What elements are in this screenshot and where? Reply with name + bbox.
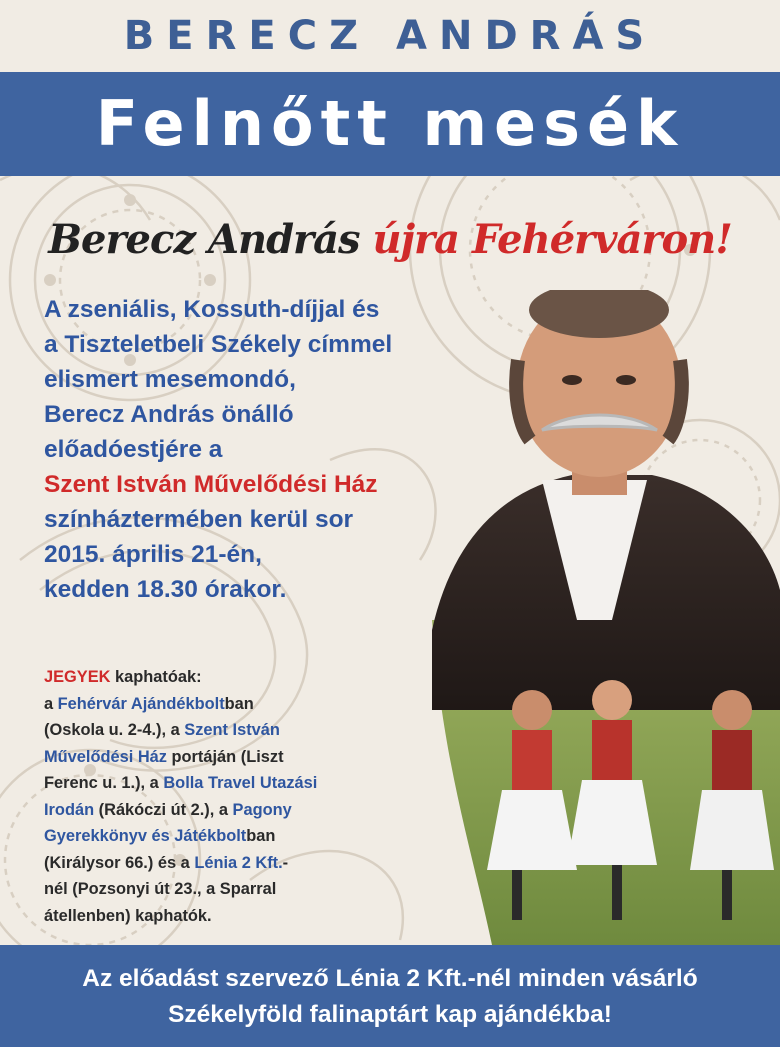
performer-name: BERECZ ANDRÁS xyxy=(123,13,657,59)
ticket-info xyxy=(44,664,384,929)
shop-name: Irodán xyxy=(44,800,95,819)
page-title: Felnőtt mesék xyxy=(0,72,780,176)
event-time: kedden 18.30 órakor. xyxy=(44,576,287,603)
intro-line: A zseniális, Kossuth-díjjal és xyxy=(44,296,380,323)
footer-line: Az előadást szervező Lénia 2 Kft.-nél minden vásárló xyxy=(82,965,698,992)
shop-name: Fehérvár Ajándékbolt xyxy=(57,694,225,713)
intro-line: színháztermében kerül sor xyxy=(44,506,354,533)
ticket-text: ban xyxy=(224,694,254,713)
ticket-text: kaphatóak: xyxy=(110,668,202,686)
ticket-text: ban xyxy=(246,827,276,845)
ticket-line xyxy=(44,717,384,744)
subtitle-highlight: újra Fehérváron! xyxy=(372,216,732,263)
shop-name: Művelődési Ház xyxy=(44,747,167,766)
tickets-label: JEGYEK xyxy=(44,668,111,686)
ticket-text: Ferenc u. 1.), a xyxy=(44,774,164,792)
ticket-line xyxy=(44,770,384,797)
ticket-text: (Rákóczi út 2.), a xyxy=(94,800,233,819)
ticket-line xyxy=(44,797,384,824)
event-date: 2015. április 21-én, xyxy=(44,541,262,568)
footer-banner xyxy=(0,945,780,1047)
subtitle-name: Berecz András xyxy=(48,216,360,263)
ticket-text: (Királysor 66.) és a xyxy=(44,853,195,872)
subtitle xyxy=(0,205,780,275)
ticket-line xyxy=(44,744,384,771)
shop-name: Gyerekkönyv és Játékbolt xyxy=(44,827,247,845)
intro-text xyxy=(44,292,484,607)
footer-line: Székelyföld falinaptárt kap ajándékba! xyxy=(168,1001,612,1028)
shop-name: Pagony xyxy=(232,800,292,819)
intro-line: előadóestjére a xyxy=(44,436,223,463)
intro-line: elismert mesemondó, xyxy=(44,366,296,393)
ticket-line xyxy=(44,850,384,877)
ticket-line xyxy=(44,823,384,850)
ticket-text: portáján (Liszt xyxy=(166,747,284,766)
ticket-line xyxy=(44,664,384,691)
venue-name: Szent István Művelődési Ház xyxy=(44,471,378,498)
ticket-line xyxy=(44,691,384,718)
shop-name: Lénia 2 Kft. xyxy=(194,853,283,872)
ticket-text: (Oskola u. 2-4.), a xyxy=(44,721,185,739)
ticket-text: - xyxy=(282,853,289,872)
ticket-text: a xyxy=(44,694,58,713)
shop-name: Szent István xyxy=(184,721,280,739)
intro-line: a Tiszteletbeli Székely címmel xyxy=(44,331,393,358)
ticket-line: átellenben) kaphatók. xyxy=(44,906,212,925)
ticket-line: nél (Pozsonyi út 23., a Sparral xyxy=(44,880,277,898)
intro-line: Berecz András önálló xyxy=(44,401,294,428)
shop-name: Bolla Travel Utazási xyxy=(163,774,318,792)
